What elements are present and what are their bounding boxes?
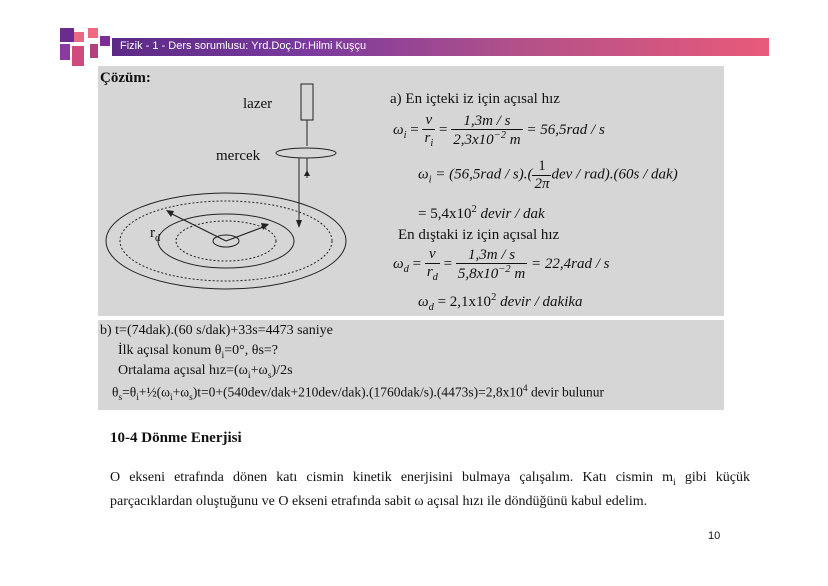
section-paragraph: O ekseni etrafında dönen katı cismin kinetik enerjisini bulmaya çalışalım. Katı cismin $m_i$ gibi küçük parçacıklardan oluştuğunu ve O ekseni etrafında sabit ω açısal hızı ile döndüğünü kabul edelim.	[110, 470, 750, 509]
eq-omega-i: $\omega_i$ = $\frac{v}{r_i}$ = $\frac{1,3m / s}{2,3x10^{-2} m}$ = 56,5rad / s	[393, 112, 605, 149]
laser-box	[301, 84, 313, 120]
eq-omega-d: $\omega_d$ = $\frac{v}{r_d}$ = $\frac{1,3m / s}{5,8x10^{-2} m}$ = 22,4rad / s	[393, 246, 610, 283]
header-logo-square-7	[90, 44, 98, 58]
radius-label-sub: d	[155, 233, 161, 244]
eq1-frac2: $\frac{1,3m / s}{2,3x10^{-2} m}$	[453, 112, 521, 149]
outer-track-title: En dıştaki iz için açısal hız	[398, 227, 560, 243]
eq1-lhs: ω	[393, 121, 404, 138]
radius-label-main: r	[150, 225, 155, 241]
eq-omega-d-result: $\omega_d = 2,1x10^2$ devir / dakika	[418, 292, 583, 313]
beam-arrow-down	[296, 220, 302, 228]
radius-arrow-inner	[226, 226, 266, 241]
eq-omega-i-result: = $5,4x10^2$ devir / dak	[418, 204, 545, 222]
eq4-frac2: $\frac{1,3m / s}{5,8x10^{-2} m}$	[457, 246, 526, 283]
header-logo-square-6	[100, 36, 110, 46]
part-a-title: a) En içteki iz için açısal hız	[390, 91, 560, 107]
eq1-frac1: $\frac{v}{r_i}$	[424, 112, 434, 149]
lens-label: mercek	[216, 148, 261, 164]
header-logo-square-5	[88, 28, 98, 38]
part-b-line2: İlk açısal konum $\theta_i=0^\circ$, θs=?	[118, 343, 279, 361]
beam-arrow-up	[304, 170, 310, 176]
page-number: 10	[708, 530, 721, 542]
lens-ellipse	[276, 148, 336, 158]
radius-arrow-outer-head	[166, 210, 174, 217]
header-logo-square-3	[60, 44, 70, 60]
part-b-line3: Ortalama açısal $hız=(\omega_i+\omega_s)/2s$	[118, 363, 293, 381]
eq4-frac1: $\frac{v}{r_d}$	[426, 246, 438, 283]
section-heading: 10-4 Dönme Enerjisi	[110, 430, 242, 446]
header-logo-square-2	[74, 32, 84, 42]
header-logo-square-4	[72, 46, 84, 66]
solution-heading: Çözüm:	[100, 70, 151, 86]
radius-label	[150, 225, 160, 244]
part-b-line1: b) t=(74dak).(60 s/dak)+33s=4473 saniye	[100, 323, 333, 338]
part-b-line4: $\theta_s=\theta_i+\frac{1}{2}(\omega_i+\omega_s)t=0+(540dev/dak+210dev/dak).(1760dak/s).(4473s)=2,8x10^4$ devir bulunur	[112, 384, 605, 404]
header-title: Fizik - 1 - Ders sorumlusu: Yrd.Doç.Dr.Hilmi Kuşçu	[120, 40, 367, 52]
eq-omega-i-convert: $\omega_i = (56,5rad / s)$.( $\frac{1}{2\pi}$ dev / rad).(60s / dak)	[418, 158, 678, 192]
laser-label: lazer	[243, 96, 273, 112]
eq2-frac: $\frac{1}{2\pi}$	[534, 158, 550, 192]
header-logo-square-1	[60, 28, 74, 42]
